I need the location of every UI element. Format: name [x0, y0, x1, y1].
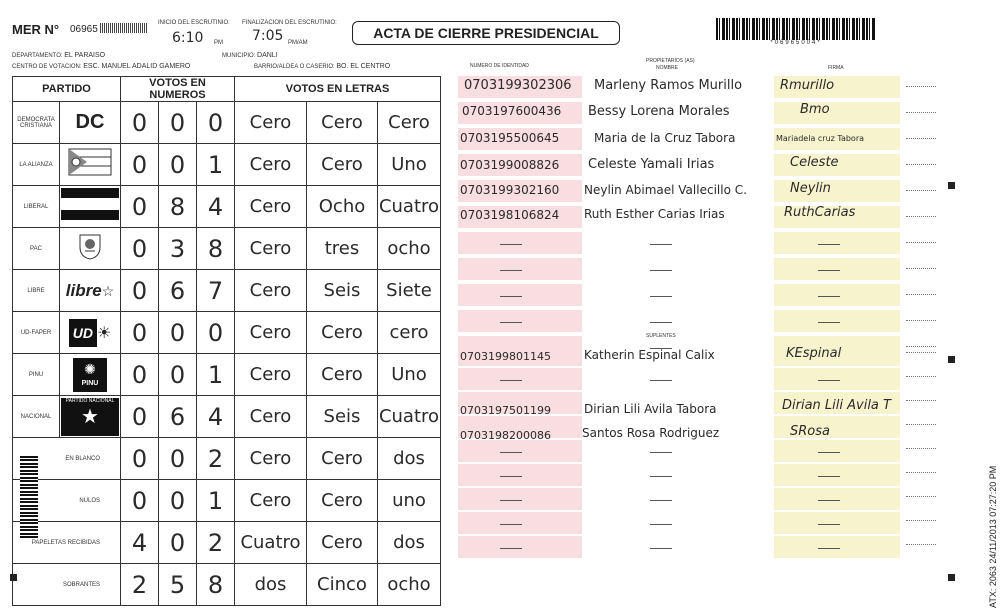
owner-name: Maria de la Cruz Tabora — [594, 131, 736, 145]
word: dos — [378, 438, 441, 480]
header-votes-numbers: VOTOS EN NUMEROS — [121, 77, 235, 102]
word: Cero — [307, 480, 378, 522]
digit: 7 — [197, 270, 235, 312]
digit: 8 — [197, 564, 235, 606]
pac-shield-icon — [75, 231, 105, 261]
word: Cero — [235, 270, 307, 312]
empty-dash — [818, 380, 840, 381]
party-name: PAC — [13, 228, 60, 270]
party-name: PINU — [13, 354, 60, 396]
alianza-flag-icon — [67, 147, 113, 177]
owner-name: Neylin Abimael Vallecillo C. — [584, 183, 747, 197]
liberal-flag-icon — [61, 188, 119, 220]
digit: 0 — [121, 438, 159, 480]
digit: 0 — [159, 102, 197, 144]
empty-dash — [500, 322, 522, 323]
table-row — [13, 228, 441, 270]
id-cell — [458, 368, 582, 390]
signature-cell — [774, 464, 900, 486]
empty-dash — [650, 500, 672, 501]
row-tag — [906, 136, 936, 139]
empty-dash — [500, 296, 522, 297]
empty-dash — [818, 322, 840, 323]
digit: 6 — [159, 396, 197, 438]
row-tag — [906, 518, 936, 521]
digit: 5 — [159, 564, 197, 606]
owner-signature: Neylin — [790, 181, 831, 196]
empty-dash — [500, 270, 522, 271]
empty-dash — [650, 524, 672, 525]
empty-dash — [650, 548, 672, 549]
row-tag — [906, 374, 936, 377]
row-tag — [906, 350, 936, 353]
libre-logo: libre — [65, 280, 102, 300]
empty-dash — [818, 476, 840, 477]
barcode-text: *06965004* — [770, 40, 822, 46]
digit: 3 — [159, 228, 197, 270]
total-label: EN BLANCO — [13, 438, 121, 480]
star-icon: ★ — [81, 405, 99, 428]
stamp-text: ATX: 2063 24/11/2013 07:27:20 PM — [988, 465, 998, 608]
empty-dash — [500, 524, 522, 525]
party-logo-liberal — [60, 186, 121, 228]
word: Cero — [307, 354, 378, 396]
word: Cuatro — [378, 186, 441, 228]
owner-id: 0703195500645 — [460, 131, 560, 145]
signature-cell — [774, 440, 900, 462]
owners-header: PROPIETARIOS (AS) — [646, 58, 695, 64]
digit: 0 — [121, 354, 159, 396]
neighborhood-value: BO. EL CENTRO — [336, 63, 391, 70]
digit: 8 — [197, 228, 235, 270]
substitute-signature: KEspinal — [786, 346, 842, 361]
word: Cero — [235, 396, 307, 438]
table-row — [13, 144, 441, 186]
empty-dash — [650, 296, 672, 297]
table-row — [13, 186, 441, 228]
id-cell — [458, 440, 582, 462]
word: Ocho — [307, 186, 378, 228]
municipality-value: DANLI — [257, 52, 278, 59]
row-tag — [906, 110, 936, 113]
pinu-emblem-icon: ✺ — [84, 360, 96, 377]
party-logo-dc — [60, 102, 121, 144]
word: Siete — [378, 270, 441, 312]
owner-signature: Celeste — [790, 155, 839, 170]
table-header-row — [13, 77, 441, 102]
owner-id: 0703199302306 — [464, 78, 572, 93]
digit: 4 — [121, 522, 159, 564]
empty-dash — [650, 476, 672, 477]
substitute-id: 0703198200086 — [460, 429, 551, 442]
digit: 0 — [121, 144, 159, 186]
substitute-name: Katherin Espinal Calix — [584, 348, 715, 362]
party-name: LIBERAL — [13, 186, 60, 228]
table-row — [13, 102, 441, 144]
registration-mark — [948, 356, 955, 363]
start-time: 6:10 — [172, 30, 204, 46]
word: Cero — [307, 144, 378, 186]
empty-dash — [650, 244, 672, 245]
empty-dash — [818, 500, 840, 501]
row-tag — [906, 422, 936, 425]
header-party: PARTIDO — [13, 77, 121, 102]
mer-number: 06965 — [70, 24, 98, 35]
signature-cell — [774, 536, 900, 558]
word: Cero — [307, 312, 378, 354]
word: tres — [307, 228, 378, 270]
row-tag — [906, 446, 936, 449]
table-row — [13, 354, 441, 396]
registration-mark — [948, 574, 955, 581]
digit: 0 — [121, 396, 159, 438]
table-row — [13, 480, 441, 522]
owner-name: Ruth Esther Carias Irias — [584, 207, 725, 221]
word: Cero — [378, 102, 441, 144]
word: Cero — [235, 228, 307, 270]
empty-dash — [818, 270, 840, 271]
digit: 4 — [197, 396, 235, 438]
substitute-signature: SRosa — [790, 424, 830, 439]
substitute-id: 0703199801145 — [460, 350, 551, 363]
word: Cero — [235, 312, 307, 354]
registration-mark — [10, 574, 17, 581]
barcode-top-icon — [716, 18, 876, 48]
empty-dash — [818, 244, 840, 245]
digit: 1 — [197, 354, 235, 396]
id-cell — [458, 536, 582, 558]
signature-cell — [774, 284, 900, 306]
owner-id: 0703199302160 — [460, 183, 560, 197]
party-logo-libre — [60, 270, 121, 312]
word: Cero — [235, 480, 307, 522]
registration-mark — [948, 182, 955, 189]
signature-cell — [774, 232, 900, 254]
row-tag — [906, 494, 936, 497]
digit: 1 — [197, 480, 235, 522]
word: Cinco — [307, 564, 378, 606]
digit: 1 — [197, 144, 235, 186]
digit: 0 — [197, 312, 235, 354]
word: dos — [235, 564, 307, 606]
digit: 2 — [197, 438, 235, 480]
sun-icon: ☀ — [96, 324, 112, 342]
names-header: NOMBRE — [656, 65, 678, 71]
word: Uno — [378, 354, 441, 396]
dc-logo: DC — [75, 111, 105, 133]
mer-label: MER N° — [12, 22, 60, 37]
table-row — [13, 564, 441, 606]
municipality-label: MUNICIPIO: — [222, 53, 256, 59]
digit: 0 — [121, 186, 159, 228]
total-label: PAPELETAS RECIBIDAS — [13, 522, 121, 564]
word: Seis — [307, 396, 378, 438]
digit: 0 — [159, 354, 197, 396]
barcode-side-icon — [20, 454, 38, 538]
sign-header: FIRMA — [828, 65, 844, 71]
row-tag — [906, 240, 936, 243]
row-tag — [906, 214, 936, 217]
ud-logo: UD — [69, 319, 97, 347]
row-tag — [906, 318, 936, 321]
party-logo-alianza — [60, 144, 121, 186]
votes-table — [12, 76, 441, 606]
id-cell — [458, 232, 582, 254]
end-time: 7:05 — [252, 28, 284, 44]
party-logo-ud — [60, 312, 121, 354]
table-row — [13, 438, 441, 480]
digit: 0 — [159, 522, 197, 564]
row-tag — [906, 398, 936, 401]
word: ocho — [378, 228, 441, 270]
word: Cero — [307, 102, 378, 144]
empty-dash — [818, 452, 840, 453]
row-tag — [906, 266, 936, 269]
digit: 0 — [159, 144, 197, 186]
row-tag — [906, 292, 936, 295]
signature-cell — [774, 368, 900, 390]
empty-dash — [650, 452, 672, 453]
empty-dash — [818, 548, 840, 549]
end-suffix: PM/AM — [288, 40, 308, 46]
id-cell — [458, 464, 582, 486]
header-votes-letters: VOTOS EN LETRAS — [235, 77, 441, 102]
side-stamp — [986, 420, 1000, 610]
party-logo-nacional — [60, 396, 121, 438]
owner-name: Marleny Ramos Murillo — [594, 78, 743, 93]
digit: 4 — [197, 186, 235, 228]
word: Cero — [235, 354, 307, 396]
start-label: INICIO DEL ESCRUTINIO: — [158, 20, 230, 26]
word: Cuatro — [378, 396, 441, 438]
department-value: EL PARAISO — [64, 52, 106, 59]
digit: 0 — [197, 102, 235, 144]
word: Cero — [235, 438, 307, 480]
document-title: ACTA DE CIERRE PRESIDENCIAL — [352, 21, 620, 45]
owner-signature: Bmo — [800, 102, 830, 117]
owner-signature: RuthCarias — [784, 205, 856, 220]
party-name: DEMOCRATA CRISTIANA — [13, 102, 60, 144]
signature-cell — [774, 102, 900, 124]
owner-name: Bessy Lorena Morales — [588, 104, 730, 119]
row-tag — [906, 344, 936, 347]
digit: 6 — [159, 270, 197, 312]
substitute-name: Santos Rosa Rodriguez — [582, 426, 720, 440]
digit: 0 — [121, 480, 159, 522]
row-tag — [906, 84, 936, 87]
department-label: DEPARTAMENTO: — [12, 53, 63, 59]
owner-id: 0703198106824 — [460, 208, 560, 222]
row-tag — [906, 188, 936, 191]
total-label: SOBRANTES — [13, 564, 121, 606]
digit: 2 — [121, 564, 159, 606]
empty-dash — [500, 380, 522, 381]
row-tag — [906, 162, 936, 165]
word: ocho — [378, 564, 441, 606]
nacional-logo: PARTIDO NACIONAL — [65, 397, 115, 404]
digit: 0 — [159, 312, 197, 354]
word: Cero — [235, 102, 307, 144]
word: Seis — [307, 270, 378, 312]
word: dos — [378, 522, 441, 564]
owner-id: 0703197600436 — [462, 104, 562, 118]
substitutes-header: SUPLENTES — [646, 333, 676, 339]
empty-dash — [500, 500, 522, 501]
id-cell — [458, 488, 582, 510]
word: Cero — [307, 522, 378, 564]
digit: 8 — [159, 186, 197, 228]
table-row — [13, 522, 441, 564]
party-logo-pinu — [60, 354, 121, 396]
empty-dash — [500, 244, 522, 245]
owner-name: Celeste Yamali Irias — [588, 157, 715, 172]
signature-cell — [774, 258, 900, 280]
table-row — [13, 312, 441, 354]
pinu-logo: PINU — [81, 379, 99, 387]
id-cell — [458, 512, 582, 534]
id-cell — [458, 258, 582, 280]
word: Cuatro — [235, 522, 307, 564]
digit: 0 — [121, 312, 159, 354]
signature-cell — [774, 310, 900, 332]
word: Cero — [235, 144, 307, 186]
word: cero — [378, 312, 441, 354]
party-name: UD-FAPER — [13, 312, 60, 354]
digit: 0 — [121, 102, 159, 144]
substitute-name: Dirian Lili Avila Tabora — [584, 402, 717, 416]
word: Cero — [235, 186, 307, 228]
owner-signature: Mariadela cruz Tabora — [776, 134, 865, 143]
party-logo-pac — [60, 228, 121, 270]
party-name: LA ALIANZA — [13, 144, 60, 186]
row-tag — [906, 470, 936, 473]
empty-dash — [500, 476, 522, 477]
start-suffix: PM — [214, 40, 223, 46]
empty-dash — [650, 270, 672, 271]
row-tag — [906, 542, 936, 545]
empty-dash — [500, 452, 522, 453]
empty-dash — [818, 524, 840, 525]
table-row — [13, 396, 441, 438]
end-label: FINALIZACION DEL ESCRUTINIO: — [242, 20, 337, 26]
signature-cell — [774, 488, 900, 510]
substitute-signature: Dirian Lili Avila T — [782, 398, 891, 413]
mer-logo-icon — [100, 23, 148, 33]
digit: 0 — [121, 270, 159, 312]
id-cell — [458, 284, 582, 306]
id-cell — [458, 310, 582, 332]
empty-dash — [650, 322, 672, 323]
word: Cero — [307, 438, 378, 480]
digit: 2 — [197, 522, 235, 564]
word: Uno — [378, 144, 441, 186]
star-icon: ☆ — [101, 282, 115, 299]
substitute-id: 0703197501199 — [460, 404, 551, 417]
neighborhood-label: BARRIO/ALDEA O CASERIO: — [254, 64, 335, 70]
owner-signature: Rmurillo — [780, 78, 835, 93]
word: uno — [378, 480, 441, 522]
center-value: ESC. MANUEL ADALID GAMERO — [83, 63, 191, 70]
digit: 0 — [121, 228, 159, 270]
empty-dash — [500, 548, 522, 549]
signature-cell — [774, 512, 900, 534]
digit: 0 — [159, 438, 197, 480]
center-label: CENTRO DE VOTACION: — [12, 64, 82, 70]
owner-id: 0703199008826 — [460, 158, 560, 172]
empty-dash — [818, 296, 840, 297]
empty-dash — [650, 380, 672, 381]
table-row — [13, 270, 441, 312]
total-label: NULOS — [13, 480, 121, 522]
party-name: NACIONAL — [13, 396, 60, 438]
digit: 0 — [159, 480, 197, 522]
id-header: NUMERO DE IDENTIDAD — [470, 63, 529, 69]
party-name: LIBRE — [13, 270, 60, 312]
